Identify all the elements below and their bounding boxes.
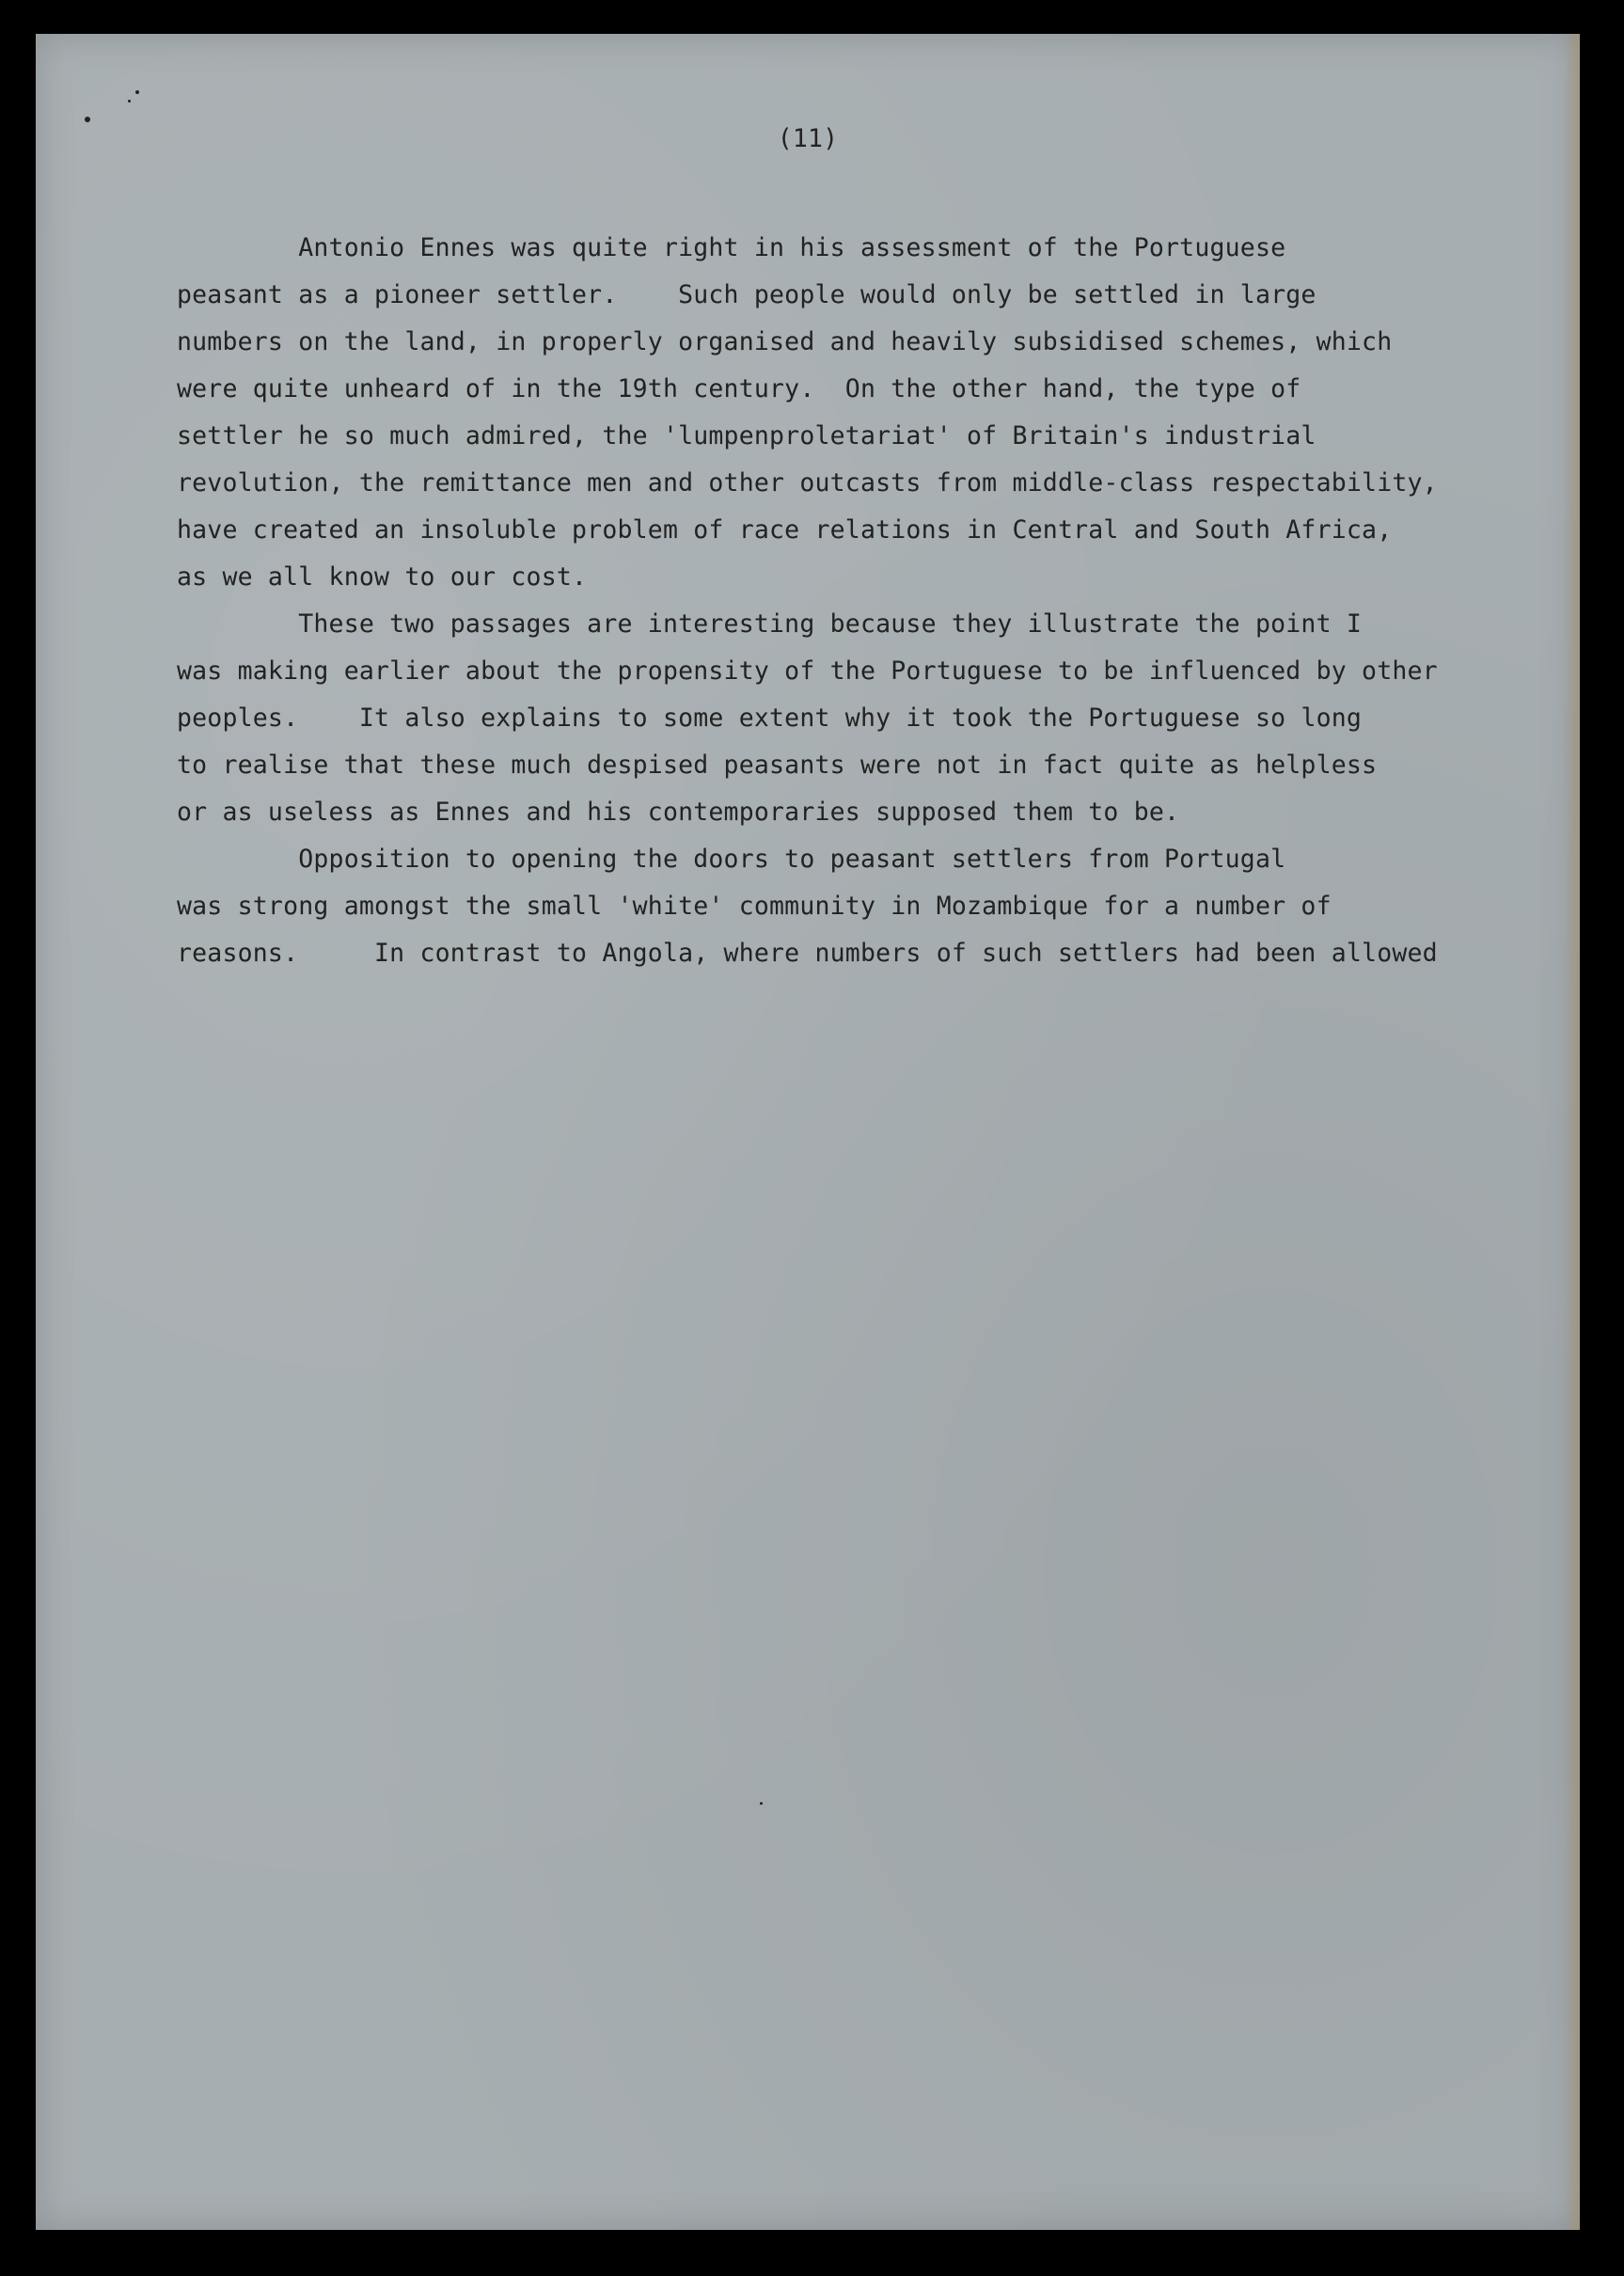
text-line: as we all know to our cost. [177, 562, 588, 592]
text-line: were quite unheard of in the 19th century. On the other hand, the type of [177, 374, 1301, 403]
ink-speck [135, 90, 139, 94]
text-line: settler he so much admired, the 'lumpenproletariat' of Britain's industrial [177, 421, 1317, 450]
text-line: reasons. In contrast to Angola, where numbers of such settlers had been allowed [177, 939, 1438, 968]
text-line: to realise that these much despised peasants were not in fact quite as helpless [177, 751, 1378, 780]
paper-edge-stain [1563, 34, 1580, 2230]
text-line: numbers on the land, in properly organised and heavily subsidised schemes, which [177, 327, 1393, 356]
text-line: Antonio Ennes was quite right in his assessment of the Portuguese [177, 233, 1286, 262]
text-line: These two passages are interesting because they illustrate the point I [177, 609, 1363, 639]
text-line: have created an insoluble problem of race relations in Central and South Africa, [177, 515, 1393, 545]
document-page [36, 34, 1580, 2230]
ink-speck [760, 1802, 763, 1805]
text-line: Opposition to opening the doors to peasant settlers from Portugal [177, 845, 1286, 874]
text-line: or as useless as Ennes and his contemporaries supposed them to be. [177, 798, 1180, 827]
ink-speck [128, 100, 131, 103]
text-line: peasant as a pioneer settler. Such people would only be settled in large [177, 280, 1317, 309]
text-line: was strong amongst the small 'white' community in Mozambique for a number of [177, 892, 1332, 921]
page-number: (11) [777, 124, 839, 153]
text-line: peoples. It also explains to some extent why it took the Portuguese so long [177, 703, 1363, 733]
ink-speck [85, 117, 90, 122]
text-line: was making earlier about the propensity of the Portuguese to be influenced by other [177, 656, 1438, 686]
text-line: revolution, the remittance men and other outcasts from middle-class respectability, [177, 468, 1438, 498]
